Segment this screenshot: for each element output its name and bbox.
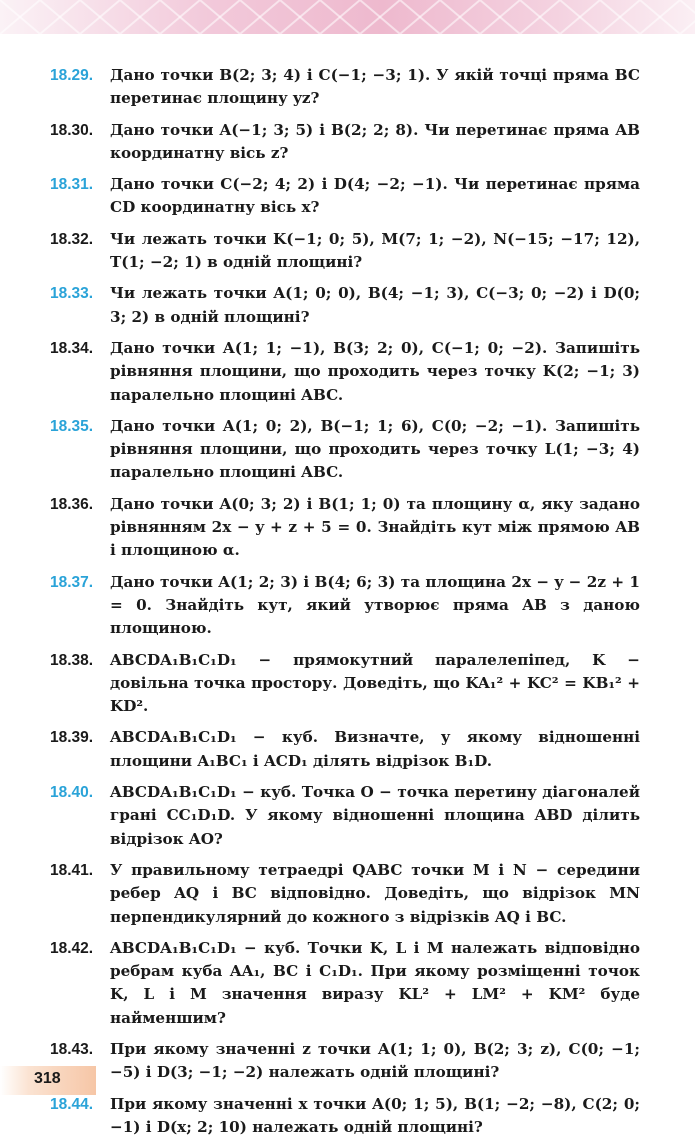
problem-number: 18.43. [50,1040,94,1058]
problem-item [50,415,640,485]
problem-number: 18.40. [50,784,94,802]
diamond-pattern [0,0,695,34]
problem-item [50,859,640,929]
problem-number: 18.41. [50,861,94,879]
problem-item [50,1093,640,1140]
problem-text: ABCDA₁B₁C₁D₁ − куб. Визначте, у якому відношенні площини A₁BC₁ і ACD₁ ділять відрізок B₁D. [110,728,640,770]
problem-item [50,781,640,851]
problem-list [50,64,640,1147]
problem-text: ABCDA₁B₁C₁D₁ − куб. Точка O − точка перетину діагоналей грані CC₁D₁D. У якому відношенні площина ABD ділить відрізок AO? [110,783,640,848]
problem-text: При якому значенні z точки A(1; 1; 0), B(2; 3; z), C(0; −1; −5) і D(3; −1; −2) належать одній площині? [110,1039,640,1082]
problem-item [50,1038,640,1085]
problem-text: ABCDA₁B₁C₁D₁ − куб. Точки K, L і M належать відповідно ребрам куба AA₁, BC і C₁D₁. При якому розміщенні точок K, L і M значення виразу KL² + LM² + KM² буде найменшим? [110,938,640,1027]
problem-item [50,228,640,275]
problem-number: 18.38. [50,651,94,669]
problem-item [50,64,640,111]
problem-item [50,119,640,166]
decorative-header-banner [0,0,695,34]
problem-text: Дано точки A(1; 1; −1), B(3; 2; 0), C(−1; 0; −2). Запишіть рівняння площини, що проходить через точку K(2; −1; 3) паралельно площині ABC. [110,338,640,404]
problem-number: 18.35. [50,417,94,435]
problem-text: У правильному тетраедрі QABC точки M і N − середини ребер AQ і BC відповідно. Доведіть, що відрізок MN перпендикулярний до кожного з відрізків AQ і BC. [110,860,640,926]
problem-number: 18.33. [50,285,94,303]
problem-number: 18.30. [50,121,94,139]
problem-number: 18.44. [50,1095,94,1113]
problem-item [50,726,640,773]
problem-item [50,173,640,220]
problem-item [50,493,640,563]
problem-number: 18.37. [50,573,94,591]
page-number: 318 [34,1070,61,1087]
problem-number: 18.31. [50,176,94,194]
problem-number: 18.32. [50,230,94,248]
problem-item [50,282,640,329]
problem-text: Дано точки A(1; 0; 2), B(−1; 1; 6), C(0; −2; −1). Запишіть рівняння площини, що проходить через точку L(1; −3; 4) паралельно площині ABC. [110,416,640,482]
problem-number: 18.29. [50,67,94,84]
problem-text: Дано точки A(−1; 3; 5) і B(2; 2; 8). Чи перетинає пряма AB координатну вісь z? [110,120,640,162]
problem-text: При якому значенні x точки A(0; 1; 5), B(1; −2; −8), C(2; 0; −1) і D(x; 2; 10) належать одній площині? [110,1094,640,1136]
problem-number: 18.36. [50,495,94,513]
problem-text: Дано точки C(−2; 4; 2) і D(4; −2; −1). Чи перетинає пряма CD координатну вісь x? [110,175,640,217]
problem-number: 18.34. [50,339,94,357]
problem-item [50,571,640,641]
problem-number: 18.42. [50,939,94,957]
problem-text: Дано точки A(0; 3; 2) і B(1; 1; 0) та площину α, яку задано рівнянням 2x − y + z + 5 = 0. Знайдіть кут між прямою AB і площиною α. [110,494,640,560]
problem-text: ABCDA₁B₁C₁D₁ − прямокутний паралелепіпед, K − довільна точка простору. Доведіть, що KA₁² + KC² = KB₁² + KD². [110,650,640,716]
problem-text: Дано точки A(1; 2; 3) і B(4; 6; 3) та площина 2x − y − 2z + 1 = 0. Знайдіть кут, який утворює пряма AB з даною площиною. [110,572,640,638]
problem-text: Дано точки B(2; 3; 4) і C(−1; −3; 1). У якій точці пряма BC перетинає площину yz? [110,66,640,108]
problem-item [50,937,640,1030]
problem-number: 18.39. [50,729,94,747]
problem-text: Чи лежать точки A(1; 0; 0), B(4; −1; 3), C(−3; 0; −2) і D(0; 3; 2) в одній площині? [110,284,640,326]
problem-item [50,337,640,407]
problem-item [50,649,640,719]
problem-text: Чи лежать точки K(−1; 0; 5), M(7; 1; −2), N(−15; −17; 12), T(1; −2; 1) в одній площині? [110,229,640,272]
